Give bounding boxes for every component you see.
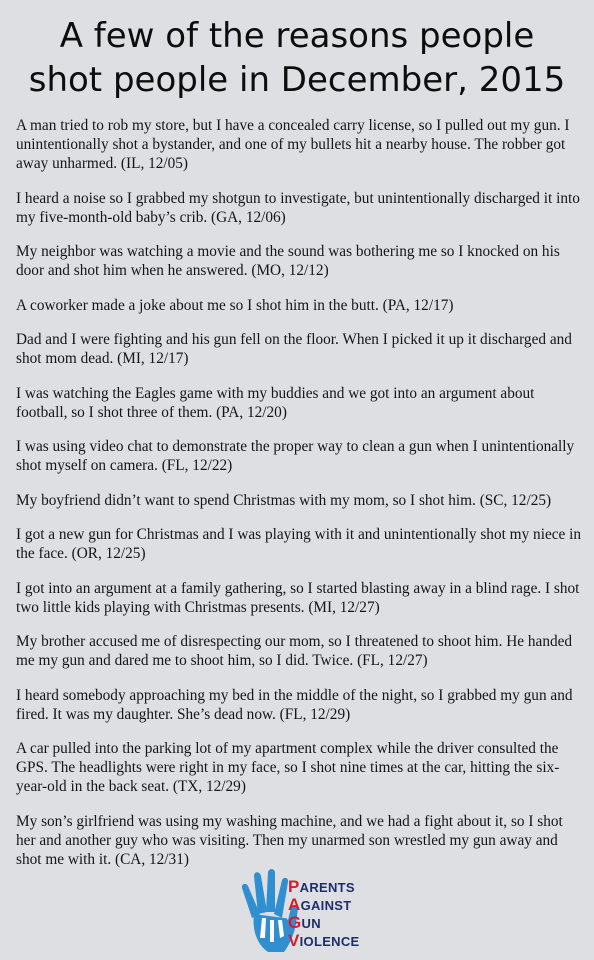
logo-wordmark <box>288 878 360 950</box>
title-line-1: A few of the reasons people <box>59 16 535 56</box>
logo-line: VIOLENCE <box>288 931 360 950</box>
story-item: I got a new gun for Christmas and I was playing with it and unintentionally shot my niece in the face. (OR, 12/25) <box>16 526 582 562</box>
story-item: I got into an argument at a family gathering, so I started blasting away in a blind rage. I shot two little kids playing with Christmas presents. (MI, 12/27) <box>16 579 580 616</box>
logo-line: GUN <box>288 913 321 932</box>
story-item: A car pulled into the parking lot of my apartment complex while the driver consulted the GPS. The headlights were right in my face, so I shot nine times at the car, hitting the six-year-old in the back seat. (TX, 12/29) <box>16 740 560 795</box>
story-item: I heard somebody approaching my bed in the middle of the night, so I grabbed my gun and fired. It was my daughter. She’s dead now. (FL, 12/29) <box>16 686 573 723</box>
story-item: I heard a noise so I grabbed my shotgun to investigate, but unintentionally discharged it into my five-month-old baby’s crib. (GA, 12/06) <box>16 189 580 226</box>
story-item: My neighbor was watching a movie and the sound was bothering me so I knocked on his door and shot him when he answered. (MO, 12/12) <box>16 243 560 279</box>
story-item: A coworker made a joke about me so I shot him in the butt. (PA, 12/17) <box>16 296 454 314</box>
parents-against-gun-violence-logo <box>238 868 368 956</box>
story-item: Dad and I were fighting and his gun fell on the floor. When I picked it up it discharged and shot mom dead. (MI, 12/17) <box>16 331 572 367</box>
logo-line: AGAINST <box>288 895 352 914</box>
story-item: My boyfriend didn’t want to spend Christmas with my mom, so I shot him. (SC, 12/25) <box>16 491 552 509</box>
story-item: My son’s girlfriend was using my washing machine, and we had a fight about it, so I shot her and another guy who was visiting. Then my unarmed son wrestled my gun away and shot me with it. (CA, 12/31) <box>16 812 563 868</box>
title-line-2: shot people in December, 2015 <box>28 60 566 100</box>
story-list <box>16 116 582 884</box>
story-item: My brother accused me of disrespecting our mom, so I threatened to shoot him. He handed me my gun and dared me to shoot him, so I did. Twice. (FL, 12/27) <box>16 633 573 669</box>
page-title <box>0 14 594 102</box>
logo-line: PARENTS <box>288 877 355 896</box>
story-item: I was watching the Eagles game with my buddies and we got into an argument about football, so I shot three of them. (PA, 12/20) <box>16 384 535 421</box>
story-item: A man tried to rob my store, but I have a concealed carry license, so I pulled out my gun. I unintentionally shot a bystander, and one of my bullets hit a nearby house. The robber got away unharmed. (IL, 12/05) <box>16 117 570 172</box>
story-item: I was using video chat to demonstrate the proper way to clean a gun when I unintentionally shot myself on camera. (FL, 12/22) <box>16 438 575 474</box>
